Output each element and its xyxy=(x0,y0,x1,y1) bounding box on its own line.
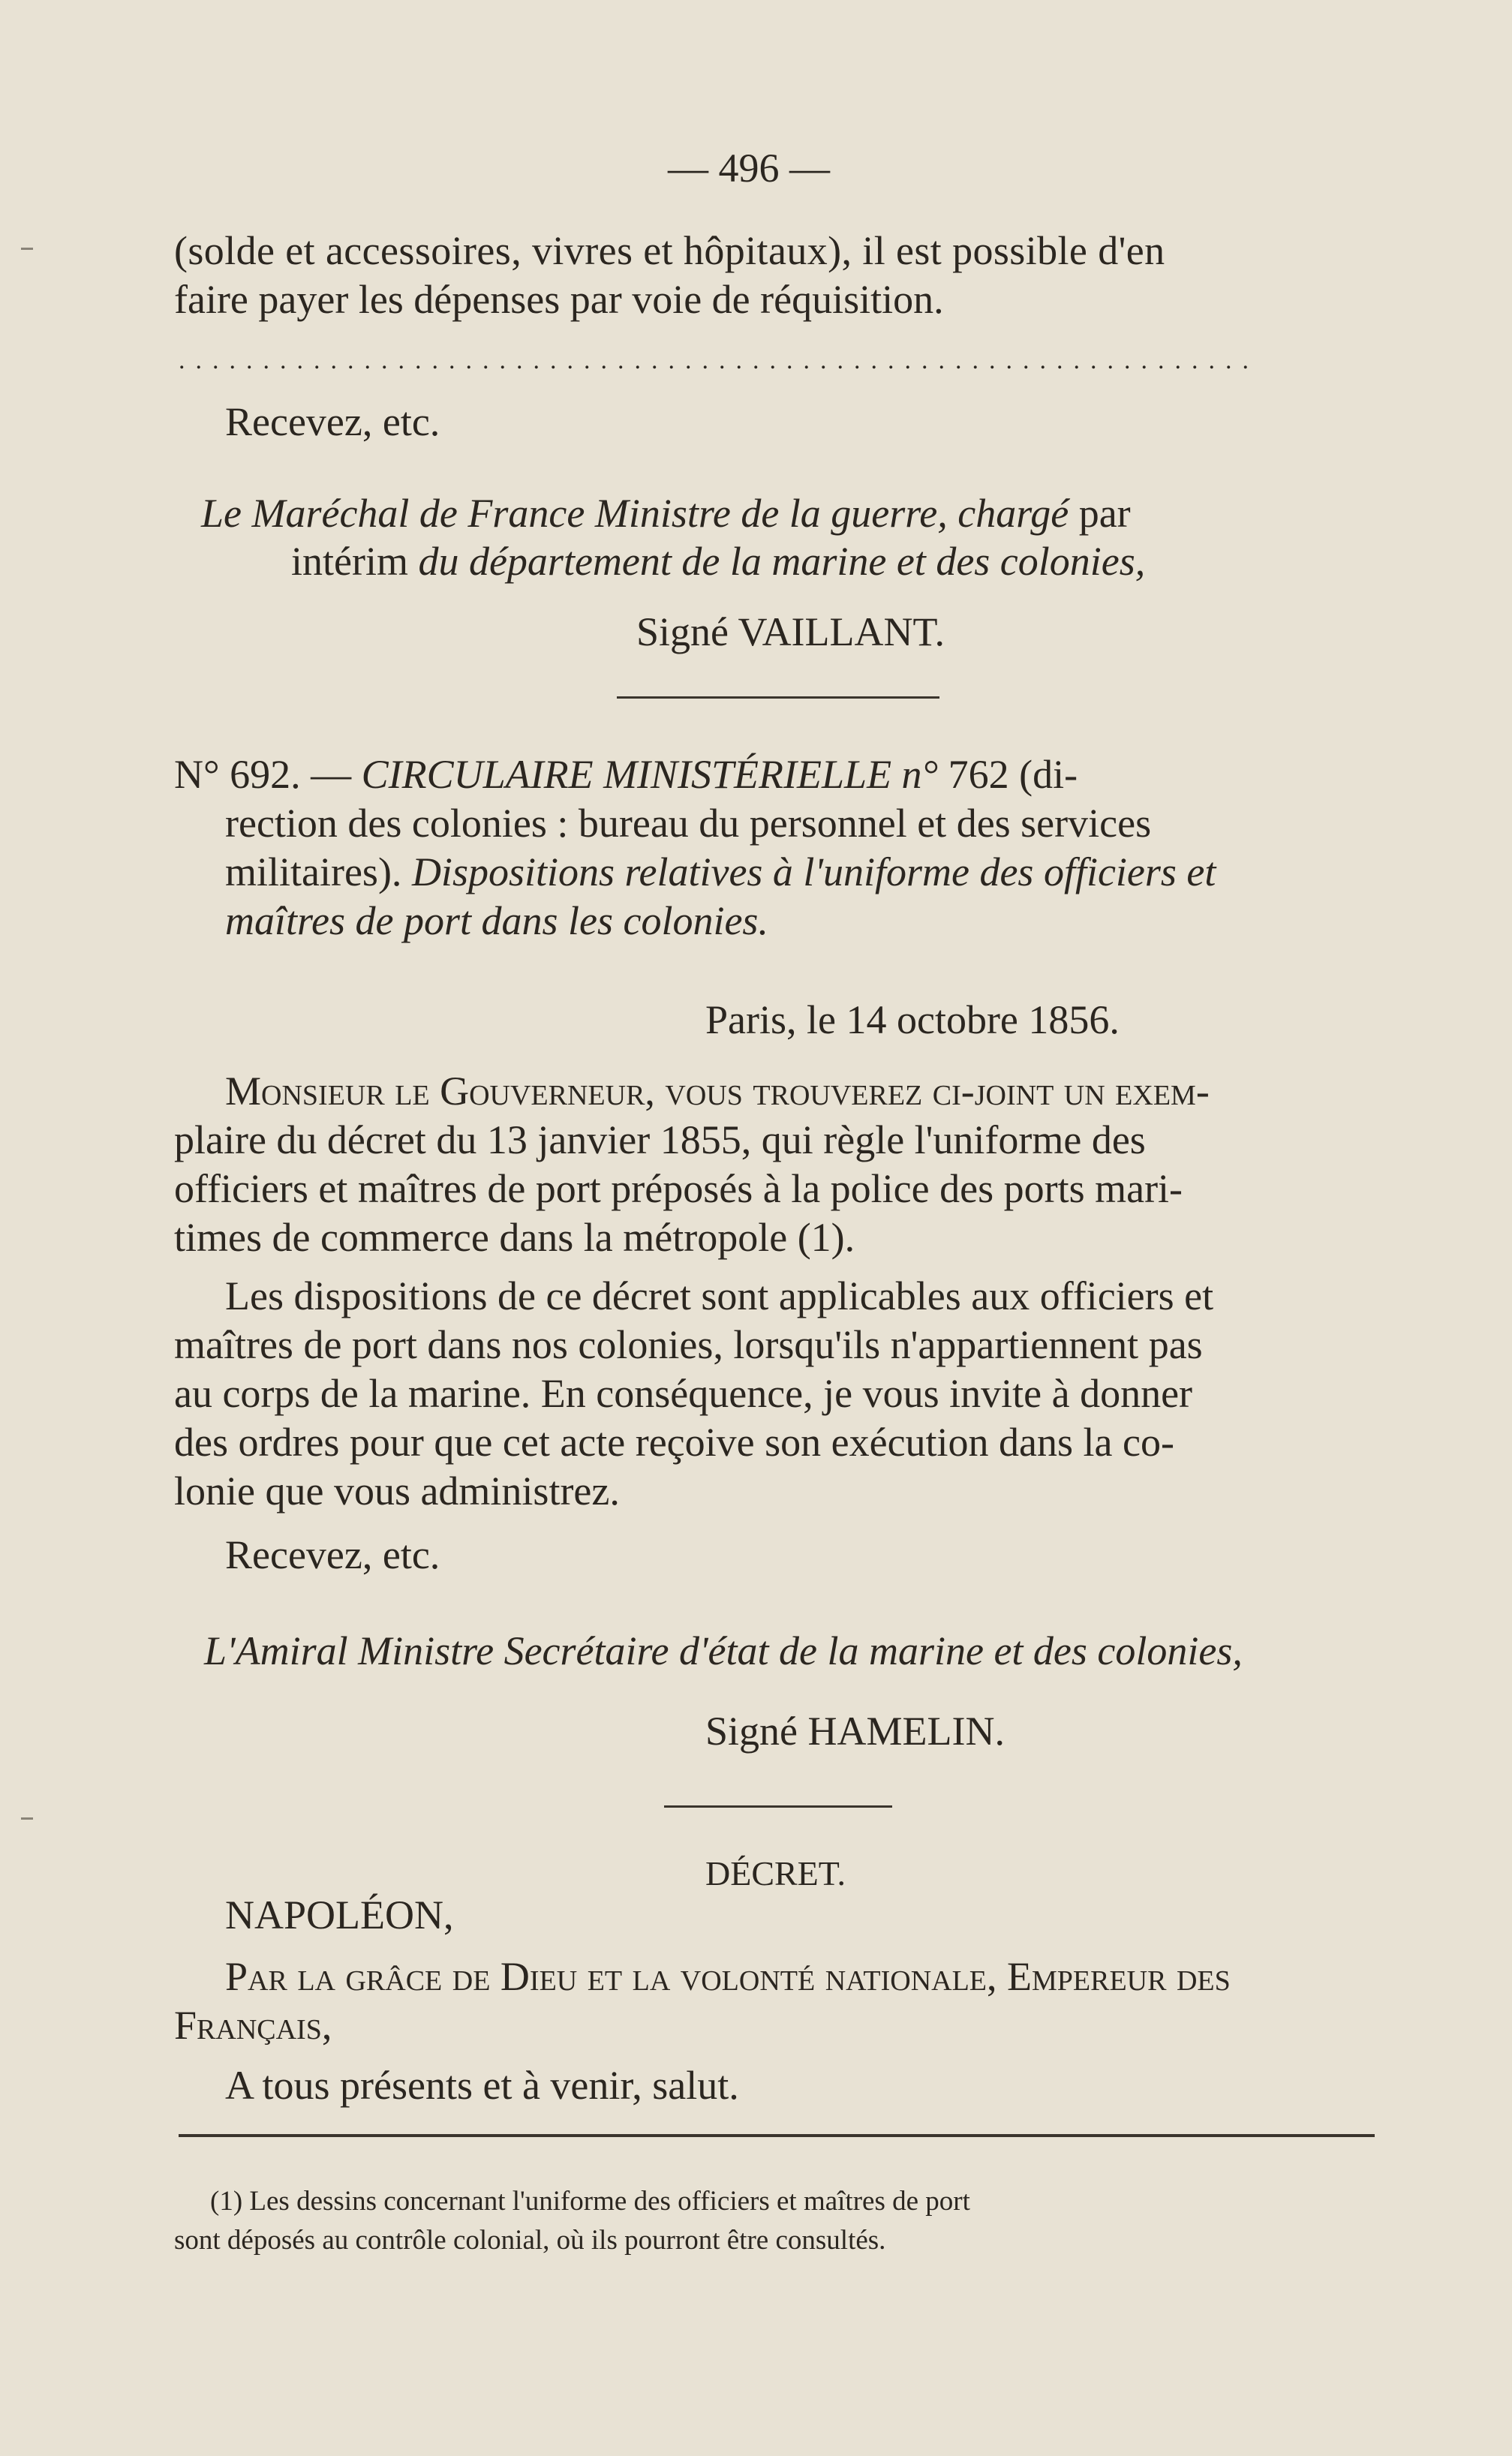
first-signature: Signé VAILLANT. xyxy=(636,609,945,654)
decree-line-1: Par la grâce de Dieu et la volonté nationale, Empereur des xyxy=(225,1954,1231,1999)
footnote-line-2: sont déposés au contrôle colonial, où ils pourront être consultés. xyxy=(174,2225,886,2256)
circular-heading-line-1 xyxy=(174,750,1078,798)
page-number: — 496 — xyxy=(668,146,830,191)
circular-heading-italic-3: Dispositions relatives à l'uniforme des officiers et xyxy=(411,849,1216,894)
body-line-3: officiers et maîtres de port préposés à la police des ports mari- xyxy=(174,1166,1183,1211)
first-signatory-end: par xyxy=(1078,491,1131,536)
body-line-2: plaire du décret du 13 janvier 1855, qui règle l'uniforme des xyxy=(174,1117,1146,1162)
footnote-line-1: (1) Les dessins concernant l'uniforme des officiers et maîtres de port xyxy=(210,2186,970,2217)
body-line-8: des ordres pour que cet acte reçoive son exécution dans la co- xyxy=(174,1420,1174,1465)
body-line-1: Monsieur le Gouverneur, vous trouverez ci-joint un exem- xyxy=(225,1069,1210,1114)
circular-heading-end: 762 (di- xyxy=(948,752,1078,797)
first-signatory-line-2 xyxy=(291,537,1145,585)
left-margin-mark xyxy=(21,1817,33,1820)
circular-heading-line-4: maîtres de port dans les colonies. xyxy=(225,898,768,943)
first-signatory-line-1 xyxy=(201,489,1131,537)
first-signatory-italic-2: du département de la marine et des colonies, xyxy=(418,539,1146,584)
second-signature: Signé HAMELIN. xyxy=(705,1709,1005,1754)
body-line-9: lonie que vous administrez. xyxy=(174,1468,620,1514)
footnote-rule xyxy=(179,2134,1375,2137)
circular-heading-start-3: militaires). xyxy=(225,849,402,894)
decree-name: NAPOLÉON, xyxy=(225,1892,454,1937)
body-line-4: times de commerce dans la métropole (1). xyxy=(174,1215,855,1260)
opening-line-2: faire payer les dépenses par voie de réquisition. xyxy=(174,277,944,322)
second-signatory: L'Amiral Ministre Secrétaire d'état de la marine et des colonies, xyxy=(204,1628,1243,1673)
circular-heading-line-2: rection des colonies : bureau du personnel et des services xyxy=(225,801,1152,846)
ellipsis-row: ................................................................ xyxy=(179,347,1259,374)
first-signatory-italic: Le Maréchal de France Ministre de la guerre, chargé xyxy=(201,491,1069,536)
first-signatory-start: intérim xyxy=(291,539,408,584)
first-closing: Recevez, etc. xyxy=(225,399,440,444)
circular-number: N° 692. — xyxy=(174,752,352,797)
section-divider xyxy=(617,696,939,699)
circular-type: CIRCULAIRE MINISTÉRIELLE n° xyxy=(361,752,939,797)
body-line-6: maîtres de port dans nos colonies, lorsqu'ils n'appartiennent pas xyxy=(174,1322,1203,1367)
body-line-7: au corps de la marine. En conséquence, je vous invite à donner xyxy=(174,1371,1193,1416)
opening-line-1: (solde et accessoires, vivres et hôpitaux), il est possible d'en xyxy=(174,228,1165,273)
decree-title: DÉCRET. xyxy=(705,1854,846,1892)
decree-line-3: A tous présents et à venir, salut. xyxy=(225,2063,739,2108)
left-margin-mark xyxy=(21,248,33,250)
body-line-5: Les dispositions de ce décret sont applicables aux officiers et xyxy=(225,1273,1214,1318)
decree-divider xyxy=(664,1805,892,1808)
circular-heading-line-3 xyxy=(225,848,1216,896)
body-line-10: Recevez, etc. xyxy=(225,1532,440,1577)
decree-line-2: Français, xyxy=(174,2003,332,2048)
circular-date: Paris, le 14 octobre 1856. xyxy=(705,997,1120,1042)
